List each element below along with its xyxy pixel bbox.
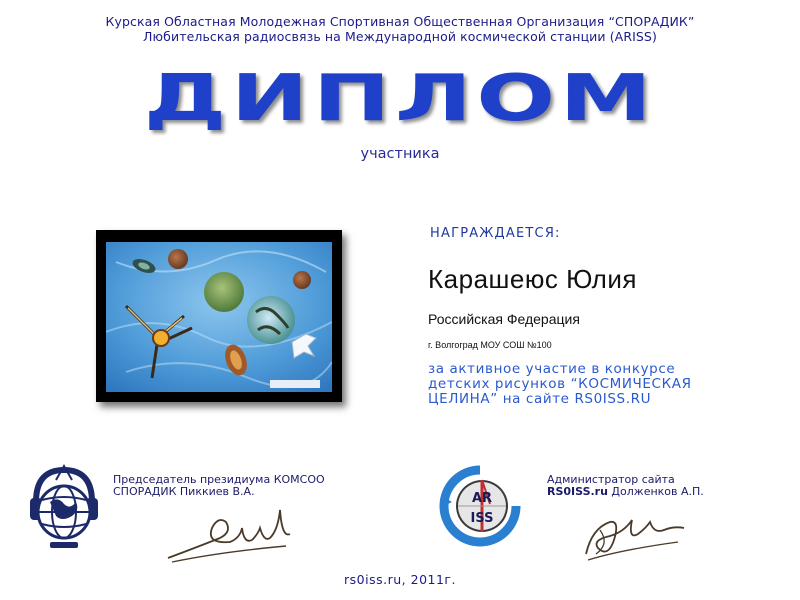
organization-subtitle: Любительская радиосвязь на Международной космической станции (ARISS): [143, 29, 657, 44]
chairman-signature: [160, 498, 300, 568]
recipient-name: Карашеюс Юлия: [428, 264, 637, 294]
globe-radio-logo: [26, 462, 102, 552]
recipient-country: Российская Федерация: [428, 311, 580, 327]
award-reason-line: за активное участие в конкурсе: [428, 361, 676, 377]
awarded-label: НАГРАЖДАЕТСЯ:: [430, 226, 561, 241]
ariss-logo: [438, 464, 522, 548]
award-reason: [428, 362, 768, 407]
award-reason-line: ЦЕЛИНА” на сайте RS0ISS.RU: [428, 391, 652, 407]
award-reason-line: детских рисунков “КОСМИЧЕСКАЯ: [428, 376, 692, 392]
ariss-logo-text: ISS: [470, 511, 494, 526]
diploma-title: ДИПЛОМ: [143, 62, 657, 136]
diploma-subtitle: участника: [360, 146, 440, 162]
administrator-title-line: Администратор сайта: [547, 473, 675, 486]
administrator-site: RS0ISS.ru: [547, 485, 608, 498]
chairman-name-line: СПОРАДИК Пиккиев В.А.: [113, 485, 255, 498]
child-drawing-image: [106, 242, 332, 392]
drawing-frame: [96, 230, 342, 402]
chairman-title: [113, 474, 325, 498]
chairman-title-line: Председатель президиума КОМСОО: [113, 473, 325, 486]
administrator-title: [547, 474, 704, 498]
recipient-school: г. Волгоград МОУ СОШ №100: [428, 340, 552, 350]
organization-name: Курская Областная Молодежная Спортивная Общественная Организация “СПОРАДИК”: [105, 14, 695, 29]
footer-text: rs0iss.ru, 2011г.: [344, 572, 456, 587]
administrator-name: Долженков А.П.: [607, 485, 704, 498]
administrator-signature: [580, 500, 690, 566]
ariss-logo-text: AR: [471, 491, 493, 506]
administrator-name-line: [547, 486, 704, 498]
